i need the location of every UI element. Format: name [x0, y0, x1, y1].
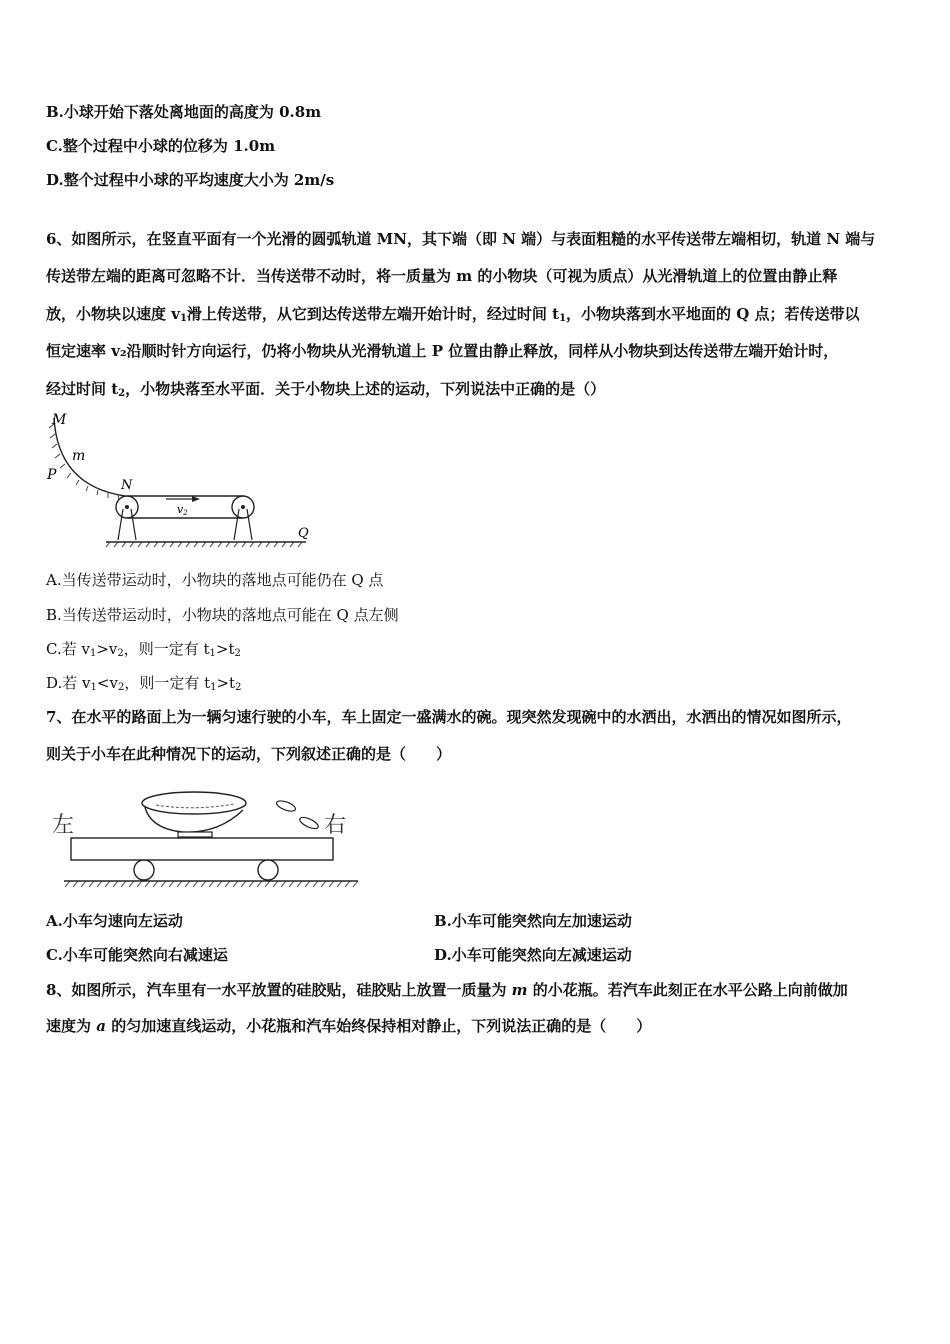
q6-stem-line-1: 6、如图所示，在竖直平面有一个光滑的圆弧轨道 MN，其下端（即 N 端）与表面粗糙的水平传送带左端相切，轨道 N 端与 [46, 230, 876, 248]
q8-stem-line-1: 8、如图所示，汽车里有一水平放置的硅胶贴，硅胶贴上放置一质量为 m 的小花瓶。若汽车此刻正在水平公路上向前做加 [46, 981, 848, 999]
prev-option-d: D.整个过程中小球的平均速度大小为 2m/s [46, 171, 335, 189]
q7-stem-line-2: 则关于小车在此种情况下的运动，下列叙述正确的是（ ） [46, 745, 452, 763]
q6-stem-line-5: 经过时间 $t_2$，小物块落至水平面．关于小物块上述的运动，下列说法中正确的是（） [46, 380, 606, 399]
q7-figure-cart [46, 782, 366, 892]
label-p: P [47, 467, 57, 483]
label-n: N [121, 478, 133, 493]
prev-option-b: B.小球开始下落处离地面的高度为 0.8m [46, 103, 322, 121]
q6-option-d: D.若 $v_1<v_2$，则一定有 $t_1>t_2$ [46, 674, 242, 693]
label-v2: v2 [177, 503, 188, 517]
label-right: 右 [324, 812, 347, 837]
q7-stem-line-1: 7、在水平的路面上为一辆匀速行驶的小车，车上固定一盛满水的碗。现突然发现碗中的水洒出，水洒出的情况如图所示， [46, 708, 852, 726]
label-m-lower: m [72, 448, 86, 464]
q8-stem-line-2: 速度为 a 的匀加速直线运动，小花瓶和汽车始终保持相对静止，下列说法正确的是（ ） [46, 1017, 652, 1035]
q6-stem-line-2: 传送带左端的距离可忽略不计．当传送带不动时，将一质量为 m 的小物块（可视为质点）从光滑轨道上的位置由静止释 [46, 267, 838, 285]
q6-stem-line-4: 恒定速率 v₂沿顺时针方向运行，仍将小物块从光滑轨道上 P 位置由静止释放，同样从小物块到达传送带左端开始计时， [46, 342, 839, 360]
label-q: Q [298, 526, 309, 541]
q6-option-b: B.当传送带运动时，小物块的落地点可能在 Q 点左侧 [46, 606, 399, 624]
q7-option-b: B.小车可能突然向左加速运动 [434, 912, 632, 930]
prev-option-c: C.整个过程中小球的位移为 1.0m [46, 137, 276, 155]
q6-option-a: A.当传送带运动时，小物块的落地点可能仍在 Q 点 [46, 571, 384, 589]
q6-figure-conveyor [40, 408, 320, 548]
q6-option-c: C.若 $v_1>v_2$，则一定有 $t_1>t_2$ [46, 640, 241, 659]
q7-option-c: C.小车可能突然向右减速运 [46, 946, 228, 964]
label-m-upper: M [52, 412, 67, 428]
q6-stem-line-3: 放，小物块以速度 $v_1$滑上传送带，从它到达传送带左端开始计时，经过时间 $t_1$，小物块落到水平地面的 Q 点；若传送带以 [46, 305, 860, 324]
q7-option-d: D.小车可能突然向左减速运动 [434, 946, 632, 964]
q7-option-a: A.小车匀速向左运动 [46, 912, 183, 930]
label-left: 左 [52, 812, 75, 837]
